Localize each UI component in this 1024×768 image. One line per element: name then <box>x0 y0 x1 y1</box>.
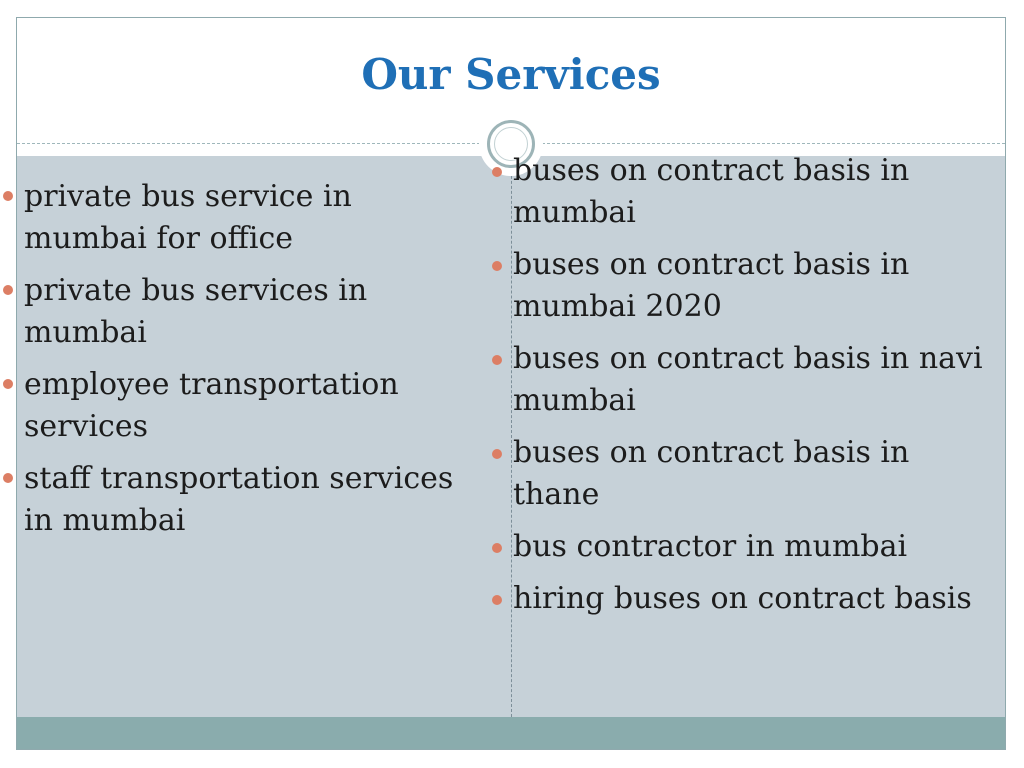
list-item <box>513 578 993 620</box>
list-item-text: buses on contract basis in mumbai 2020 <box>513 247 910 324</box>
right-bullet-list <box>513 150 993 630</box>
bullet-dot-icon <box>3 285 13 295</box>
list-item-text: hiring buses on contract basis <box>513 581 972 616</box>
bullet-dot-icon <box>492 355 502 365</box>
slide-title: Our Services <box>361 50 661 99</box>
bullet-dot-icon <box>3 473 13 483</box>
list-item <box>24 270 484 354</box>
list-item <box>24 176 484 260</box>
list-item-text: private bus services in mumbai <box>24 273 368 350</box>
list-item <box>24 364 484 448</box>
bullet-dot-icon <box>492 449 502 459</box>
bullet-dot-icon <box>492 543 502 553</box>
bullet-dot-icon <box>3 379 13 389</box>
left-bullet-list <box>24 176 484 552</box>
list-item-text: private bus service in mumbai for office <box>24 179 352 256</box>
list-item <box>24 458 484 542</box>
list-item <box>513 150 993 234</box>
list-item <box>513 432 993 516</box>
list-item-text: buses on contract basis in thane <box>513 435 910 512</box>
list-item <box>513 526 993 568</box>
bullet-dot-icon <box>492 595 502 605</box>
bullet-dot-icon <box>492 167 502 177</box>
bullet-dot-icon <box>3 191 13 201</box>
list-item-text: bus contractor in mumbai <box>513 529 908 564</box>
list-item-text: staff transportation services in mumbai <box>24 461 454 538</box>
list-item <box>513 244 993 328</box>
column-divider <box>511 156 512 717</box>
list-item-text: employee transportation services <box>24 367 399 444</box>
list-item-text: buses on contract basis in mumbai <box>513 153 910 230</box>
list-item <box>513 338 993 422</box>
list-item-text: buses on contract basis in navi mumbai <box>513 341 983 418</box>
bullet-dot-icon <box>492 261 502 271</box>
footer-band <box>17 717 1005 750</box>
